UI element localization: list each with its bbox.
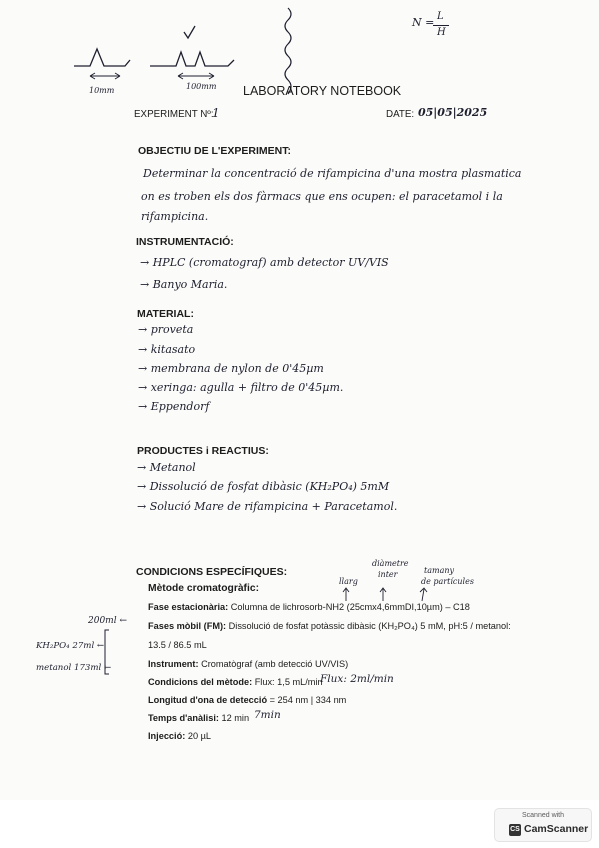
mobile-phase-label: Fases mòbil (FM): — [148, 621, 227, 631]
material-heading: MATERIAL: — [137, 308, 194, 320]
stationary-phase-value: Columna de lichrosorb-NH2 (25cmx4,6mmDI,10µm) – C18 — [228, 602, 470, 612]
annotation-diameter-top: diàmetre — [372, 559, 409, 568]
method-label: Mètode cromatogràfic: — [148, 583, 259, 594]
instrument-row — [148, 659, 348, 669]
instrumentation-item-1: → HPLC (cromatograf) amb detector UV/VIS — [140, 256, 389, 269]
camscanner-logo-icon: CS — [509, 824, 521, 836]
method-conditions-value: Flux: 1,5 mL/min — [252, 677, 323, 687]
material-item-4: → xeringa: agulla + filtro de 0'45µm. — [138, 381, 344, 394]
objective-line-2: on es troben els dos fàrmacs que ens ocupen: el paracetamol i la — [141, 190, 503, 203]
mobile-phase — [148, 621, 511, 631]
wavelength-value: = 254 nm | 334 nm — [267, 695, 347, 705]
material-item-3: → membrana de nylon de 0'45µm — [138, 362, 324, 375]
method-conditions-row — [148, 677, 323, 687]
margin-note-methanol: metanol 173ml ← — [36, 663, 112, 673]
material-item-2: → kitasato — [138, 343, 196, 356]
annotation-size-bottom: de partícules — [421, 577, 474, 586]
annotation-size-top: tamany — [424, 566, 455, 575]
date-value: 05|05|2025 — [418, 106, 488, 119]
peak2-label: 100mm — [186, 82, 217, 91]
analysis-time-row — [148, 713, 249, 723]
material-item-5: → Eppendorf — [138, 400, 210, 413]
mobile-phase-ratio: 13.5 / 86.5 mL — [148, 640, 207, 650]
notebook-title: LABORATORY NOTEBOOK — [243, 84, 402, 98]
formula-h: H — [437, 27, 446, 38]
date-label: DATE: — [386, 109, 415, 120]
instrumentation-item-2: → Banyo Maria. — [140, 278, 228, 291]
scanner-top-text: Scanned with — [521, 812, 565, 819]
margin-bracket — [103, 628, 111, 676]
instrument-label: Instrument: — [148, 659, 199, 669]
conditions-heading: CONDICIONS ESPECÍFIQUES: — [136, 566, 288, 578]
wavelength-row — [148, 695, 346, 705]
instrumentation-heading: INSTRUMENTACIÓ: — [136, 236, 234, 248]
mobile-phase-value: Dissolució de fosfat potàssic dibàsic (KH₂PO₄) 5 mM, pH:5 / metanol: — [226, 621, 511, 631]
annotation-diameter-bottom: inter — [378, 570, 398, 579]
reagent-item-3: → Solució Mare de rifampicina + Paracetamol. — [137, 500, 398, 513]
annotation-length: llarg — [339, 577, 358, 586]
reagents-heading: PRODUCTES i REACTIUS: — [137, 445, 269, 457]
stationary-phase — [148, 602, 470, 612]
margin-note-total: 200ml ← — [88, 616, 127, 626]
annotation-arrows — [340, 585, 440, 603]
analysis-time-value: 12 min — [218, 713, 250, 723]
wavelength-label: Longitud d'ona de detecció — [148, 695, 268, 705]
peak1-label: 10mm — [89, 86, 115, 95]
instrument-value: Cromatògraf (amb detecció UV/VIS) — [198, 659, 349, 669]
reagent-item-1: → Metanol — [137, 461, 196, 474]
injection-value: 20 µL — [185, 731, 212, 741]
objective-line-3: rifampicina. — [141, 210, 209, 223]
stationary-phase-label: Fase estacionària: — [148, 602, 229, 612]
formula-n: N = — [412, 16, 435, 29]
method-conditions-label: Condicions del mètode: — [148, 677, 253, 687]
analysis-time-handwritten: 7min — [254, 709, 281, 721]
reagent-item-2: → Dissolució de fosfat dibàsic (KH₂PO₄) 5mM — [137, 480, 390, 493]
formula-l: L — [437, 11, 444, 22]
analysis-time-label: Temps d'anàlisi: — [148, 713, 219, 723]
injection-label: Injecció: — [148, 731, 186, 741]
scanner-watermark — [494, 808, 592, 842]
experiment-label: EXPERIMENT Nº: — [134, 109, 214, 120]
margin-note-phosphate: KH₂PO₄ 27ml ← — [36, 641, 105, 651]
flow-handwritten: Flux: 2ml/min — [320, 673, 394, 685]
objective-line-1: Determinar la concentració de rifampicina d'una mostra plasmatica — [143, 167, 522, 180]
material-item-1: → proveta — [138, 323, 194, 336]
injection-row — [148, 731, 211, 741]
objective-heading: OBJECTIU DE L'EXPERIMENT: — [138, 145, 292, 157]
experiment-number: 1 — [212, 106, 220, 120]
scanner-name: CamScanner — [524, 823, 589, 835]
